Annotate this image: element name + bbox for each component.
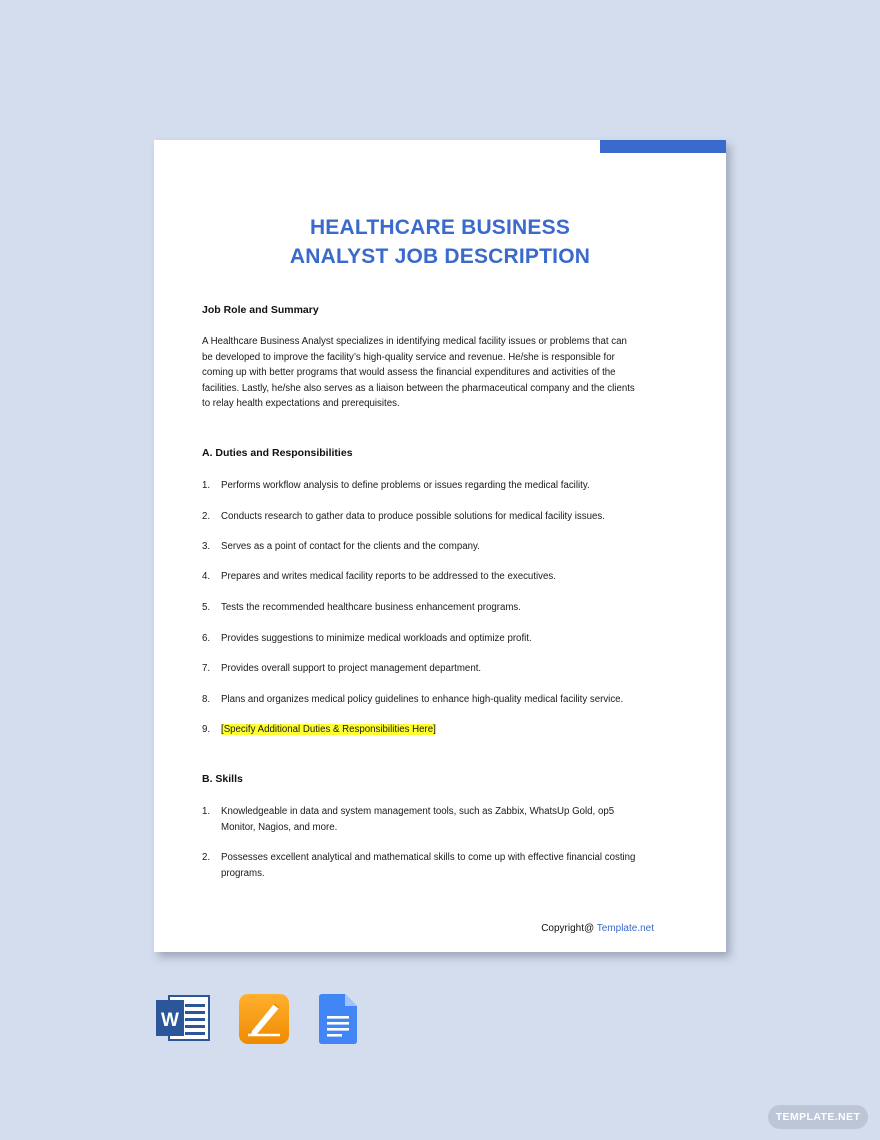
copyright-notice bbox=[541, 923, 654, 934]
duty-number: 9. bbox=[202, 724, 211, 735]
duty-text: Provides overall support to project management department. bbox=[221, 663, 482, 674]
page-accent-bar bbox=[600, 140, 726, 153]
summary-line: be developed to improve the facility’s high-quality service and revenue. He/she is responsible for bbox=[202, 351, 615, 363]
duty-number: 2. bbox=[202, 511, 211, 522]
duty-number: 7. bbox=[202, 663, 211, 674]
skills-heading: B. Skills bbox=[202, 773, 243, 785]
duty-item bbox=[202, 631, 672, 647]
summary-line: facilities. Lastly, he/she also serves as a liaison between the pharmaceutical company and the clients bbox=[202, 382, 635, 394]
google-docs-icon bbox=[317, 993, 359, 1045]
google-docs-app-icon[interactable] bbox=[317, 993, 359, 1045]
document-title bbox=[154, 213, 726, 271]
duty-item bbox=[202, 661, 672, 677]
word-app-icon[interactable] bbox=[155, 993, 211, 1043]
summary-line: A Healthcare Business Analyst specializes in identifying medical facility issues or problems that can bbox=[202, 336, 627, 347]
duty-item bbox=[202, 692, 672, 708]
copyright-label: Copyright@ bbox=[541, 923, 597, 934]
skill-number: 1. bbox=[202, 806, 211, 817]
duty-item bbox=[202, 478, 672, 494]
duty-item bbox=[202, 569, 672, 585]
pages-app-icon[interactable] bbox=[238, 993, 290, 1045]
skill-text-line: Monitor, Nagios, and more. bbox=[221, 821, 338, 833]
duty-number: 8. bbox=[202, 694, 211, 705]
document-page bbox=[154, 140, 726, 952]
duty-item bbox=[202, 509, 672, 525]
summary-heading: Job Role and Summary bbox=[202, 304, 319, 316]
duty-text: Tests the recommended healthcare business enhancement programs. bbox=[221, 602, 521, 613]
copyright-link[interactable]: Template.net bbox=[596, 923, 654, 934]
duty-number: 3. bbox=[202, 541, 211, 552]
duty-item bbox=[202, 722, 672, 738]
duty-text: Conducts research to gather data to produce possible solutions for medical facility issues. bbox=[221, 511, 605, 522]
duty-number: 6. bbox=[202, 633, 211, 644]
title-line-1: HEALTHCARE BUSINESS bbox=[309, 216, 571, 239]
placeholder-highlight: [Specify Additional Duties & Responsibilities Here] bbox=[221, 724, 436, 735]
skill-text-line: Knowledgeable in data and system management tools, such as Zabbix, WhatsUp Gold, op5 bbox=[221, 806, 615, 817]
skill-item bbox=[202, 850, 672, 881]
duty-item bbox=[202, 600, 672, 616]
duty-number: 4. bbox=[202, 571, 211, 582]
summary-line: coming up with better programs that would assess the financial expenditures and activities of the bbox=[202, 367, 616, 378]
duty-number: 1. bbox=[202, 480, 211, 491]
summary-paragraph bbox=[202, 334, 662, 412]
duty-item bbox=[202, 539, 672, 555]
duty-text: Plans and organizes medical policy guidelines to enhance high-quality medical facility service. bbox=[221, 694, 624, 705]
duty-text: Provides suggestions to minimize medical workloads and optimize profit. bbox=[221, 633, 532, 644]
duties-heading: A. Duties and Responsibilities bbox=[202, 447, 353, 459]
duty-number: 5. bbox=[202, 602, 211, 613]
duty-text: Serves as a point of contact for the clients and the company. bbox=[221, 541, 480, 552]
skill-text-line: programs. bbox=[221, 867, 265, 879]
duty-text: Performs workflow analysis to define problems or issues regarding the medical facility. bbox=[221, 480, 590, 491]
word-letter: W bbox=[161, 1010, 179, 1031]
pages-pen-icon bbox=[238, 993, 290, 1045]
summary-line: to relay health expectations and prerequisites. bbox=[202, 398, 400, 409]
title-line-2: ANALYST JOB DESCRIPTION bbox=[289, 245, 591, 268]
skill-number: 2. bbox=[202, 852, 211, 863]
duty-text: Prepares and writes medical facility reports to be addressed to the executives. bbox=[221, 571, 556, 582]
template-net-badge[interactable]: TEMPLATE.NET bbox=[768, 1105, 868, 1129]
skill-text-line: Possesses excellent analytical and mathematical skills to come up with effective financial costing bbox=[221, 852, 636, 863]
skill-item bbox=[202, 804, 672, 835]
word-icon bbox=[155, 993, 211, 1043]
